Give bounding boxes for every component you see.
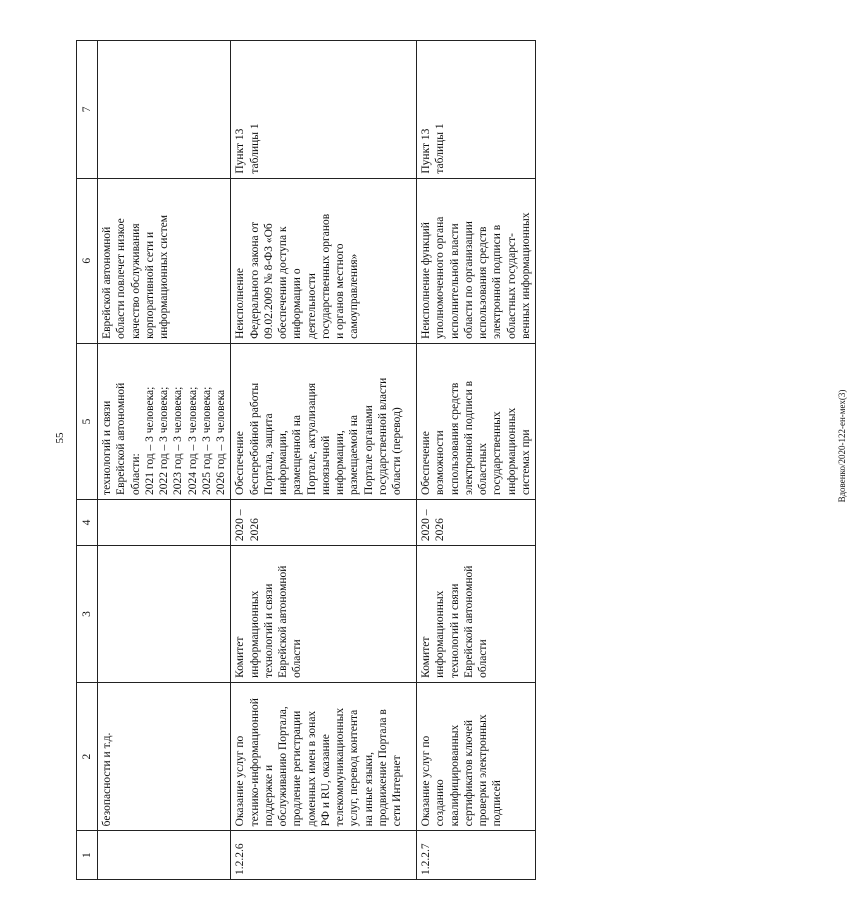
period-cell bbox=[98, 499, 231, 545]
header-cell: 4 bbox=[77, 499, 98, 545]
footer-code: Вдовенко/2020-122-ен-мех(3) bbox=[837, 389, 847, 503]
expected-result-cell: технологий и связи Еврейской автономной области: 2021 год – 3 человека; 2022 год – 3 человека; 2023 год – 3 человека; 2024 год – 3 человека; 2025 год – 3 человека; 2026 год – 3 человека bbox=[98, 343, 231, 499]
page-number: 55 bbox=[54, 432, 66, 444]
header-cell: 3 bbox=[77, 546, 98, 683]
row-number-cell: 1.2.2.6 bbox=[231, 831, 417, 880]
indicator-link-cell bbox=[98, 41, 231, 179]
row-number-cell bbox=[98, 831, 231, 880]
consequences-cell: Еврейской автономной области повлечет низкое качество обслуживания корпоративной сети и информационных систем bbox=[98, 178, 231, 343]
table-row bbox=[231, 41, 417, 880]
table-row bbox=[417, 41, 536, 880]
consequences-cell: Неисполнение Федерального закона от 09.02.2009 № 8-ФЗ «Об обеспечении доступа к информации о деятельности государственных органов и органов местного самоуправления» bbox=[231, 178, 417, 343]
event-name-cell: Оказание услуг по созданию квалифицированных сертификатов ключей проверки электронных подписей bbox=[417, 682, 536, 831]
indicator-link-cell: Пункт 13 таблицы 1 bbox=[231, 41, 417, 179]
table-header-row bbox=[77, 41, 98, 880]
expected-result-cell: Обеспечение бесперебойной работы Портала, защита информации, размещенной на Портале, актуализация иноязычной информации, размещаемой на Портале органами государственной власти области (перевод) bbox=[231, 343, 417, 499]
header-cell: 6 bbox=[77, 178, 98, 343]
header-cell: 1 bbox=[77, 831, 98, 880]
event-name-cell: Оказание услуг по технико-информационной поддержке и обслуживанию Портала, продление регистрации доменных имен в зонах РФ и RU, оказание телекоммуникационных услуг, перевод контента на иные языки, продвижение Портала в сети Интернет bbox=[231, 682, 417, 831]
row-number-cell: 1.2.2.7 bbox=[417, 831, 536, 880]
executor-cell: Комитет информационных технологий и связи Еврейской автономной области bbox=[231, 546, 417, 683]
header-cell: 2 bbox=[77, 682, 98, 831]
consequences-cell: Неисполнение функций уполномоченного органа исполнительной власти области по организации использования средств электронной подписи в областных государст- венных информационных bbox=[417, 178, 536, 343]
period-cell: 2020 – 2026 bbox=[417, 499, 536, 545]
program-table-wrapper bbox=[76, 40, 536, 880]
expected-result-cell: Обеспечение возможности использования средств электронной подписи в областных государственных информационных системах при bbox=[417, 343, 536, 499]
program-table bbox=[76, 40, 536, 880]
period-cell: 2020 – 2026 bbox=[231, 499, 417, 545]
executor-cell: Комитет информационных технологий и связи Еврейской автономной области bbox=[417, 546, 536, 683]
header-cell: 7 bbox=[77, 41, 98, 179]
event-name-cell: безопасности и т.д. bbox=[98, 682, 231, 831]
indicator-link-cell: Пункт 13 таблицы 1 bbox=[417, 41, 536, 179]
table-row bbox=[98, 41, 231, 880]
header-cell: 5 bbox=[77, 343, 98, 499]
executor-cell bbox=[98, 546, 231, 683]
